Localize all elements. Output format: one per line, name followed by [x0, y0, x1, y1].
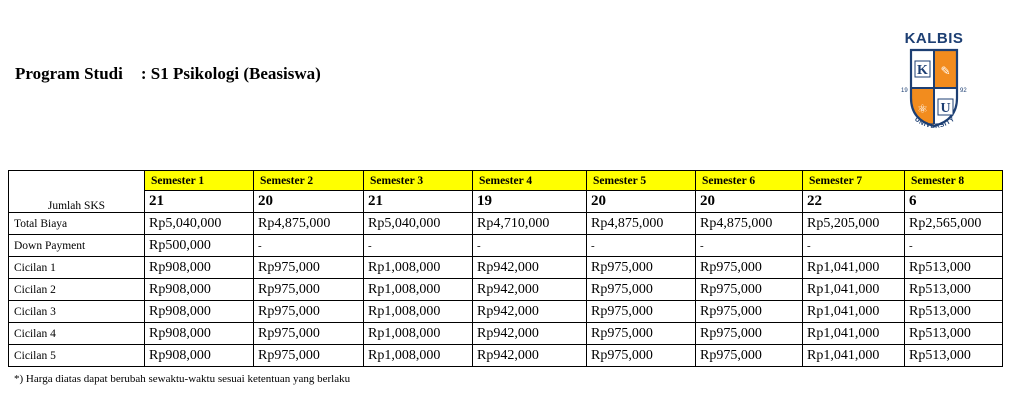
program-value: : S1 Psikologi (Beasiswa): [140, 64, 321, 83]
sks-row: [9, 191, 1003, 213]
row-label: Cicilan 2: [9, 279, 145, 301]
fee-table: [8, 170, 1003, 367]
semester-header: Semester 4: [473, 171, 587, 191]
table-cell: Rp942,000: [473, 279, 587, 301]
sks-value: 20: [254, 191, 364, 213]
table-cell: Rp513,000: [905, 345, 1003, 367]
table-cell: -: [587, 235, 696, 257]
logo-book-icon: ✎: [940, 64, 951, 78]
table-cell: Rp1,041,000: [803, 345, 905, 367]
table-cell: Rp1,041,000: [803, 323, 905, 345]
table-cell: Rp1,041,000: [803, 301, 905, 323]
table-row: [9, 213, 1003, 235]
semester-header: Semester 2: [254, 171, 364, 191]
program-title: [15, 64, 321, 84]
row-label: Cicilan 3: [9, 301, 145, 323]
table-cell: Rp975,000: [696, 257, 803, 279]
table-cell: Rp975,000: [696, 345, 803, 367]
table-cell: Rp4,875,000: [587, 213, 696, 235]
semester-header-row: [9, 171, 1003, 191]
table-cell: Rp975,000: [587, 301, 696, 323]
table-cell: Rp4,875,000: [696, 213, 803, 235]
table-row: [9, 323, 1003, 345]
table-cell: -: [364, 235, 473, 257]
kalbis-logo: [895, 30, 973, 140]
semester-header: Semester 7: [803, 171, 905, 191]
sks-value: 21: [145, 191, 254, 213]
sks-value: 20: [696, 191, 803, 213]
table-cell: Rp1,008,000: [364, 279, 473, 301]
table-cell: Rp513,000: [905, 323, 1003, 345]
semester-header: Semester 8: [905, 171, 1003, 191]
table-cell: Rp908,000: [145, 301, 254, 323]
row-label: Cicilan 5: [9, 345, 145, 367]
table-cell: Rp942,000: [473, 323, 587, 345]
table-cell: Rp975,000: [254, 323, 364, 345]
table-cell: Rp975,000: [587, 345, 696, 367]
table-cell: Rp975,000: [587, 279, 696, 301]
sks-label: Jumlah SKS: [9, 171, 145, 213]
table-cell: Rp5,205,000: [803, 213, 905, 235]
semester-header: Semester 1: [145, 171, 254, 191]
table-cell: Rp2,565,000: [905, 213, 1003, 235]
logo-letter-u: U: [940, 101, 951, 116]
logo-arc-text: UNIVERSITY: [913, 115, 957, 131]
table-cell: Rp975,000: [254, 345, 364, 367]
table-cell: Rp908,000: [145, 323, 254, 345]
table-cell: Rp975,000: [587, 323, 696, 345]
table-cell: Rp1,041,000: [803, 279, 905, 301]
table-cell: Rp975,000: [696, 279, 803, 301]
table-cell: Rp500,000: [145, 235, 254, 257]
row-label: Cicilan 1: [9, 257, 145, 279]
table-row: [9, 235, 1003, 257]
table-cell: -: [696, 235, 803, 257]
table-cell: -: [254, 235, 364, 257]
sks-value: 19: [473, 191, 587, 213]
table-cell: Rp1,008,000: [364, 345, 473, 367]
logo-shield-icon: [895, 48, 973, 140]
table-row: [9, 279, 1003, 301]
table-cell: Rp5,040,000: [145, 213, 254, 235]
logo-year-left: 19: [901, 88, 908, 94]
program-label: Program Studi: [15, 64, 123, 83]
row-label: Cicilan 4: [9, 323, 145, 345]
table-cell: Rp975,000: [696, 323, 803, 345]
table-cell: Rp975,000: [696, 301, 803, 323]
logo-atom-icon: ⚛: [917, 102, 928, 116]
table-cell: Rp942,000: [473, 301, 587, 323]
table-cell: Rp975,000: [587, 257, 696, 279]
table-cell: Rp908,000: [145, 345, 254, 367]
table-row: [9, 301, 1003, 323]
table-cell: -: [905, 235, 1003, 257]
semester-header: Semester 3: [364, 171, 473, 191]
table-row: [9, 345, 1003, 367]
table-cell: Rp1,008,000: [364, 257, 473, 279]
sks-value: 21: [364, 191, 473, 213]
sks-value: 20: [587, 191, 696, 213]
table-cell: Rp908,000: [145, 257, 254, 279]
table-cell: Rp1,008,000: [364, 301, 473, 323]
logo-year-right: 92: [960, 88, 967, 94]
logo-letter-k: K: [917, 63, 928, 78]
table-cell: Rp1,008,000: [364, 323, 473, 345]
table-cell: Rp4,875,000: [254, 213, 364, 235]
table-cell: Rp975,000: [254, 301, 364, 323]
table-cell: Rp5,040,000: [364, 213, 473, 235]
table-cell: Rp1,041,000: [803, 257, 905, 279]
table-cell: Rp975,000: [254, 257, 364, 279]
table-cell: Rp975,000: [254, 279, 364, 301]
logo-wordmark: KALBIS: [904, 30, 964, 47]
semester-header: Semester 5: [587, 171, 696, 191]
table-cell: Rp4,710,000: [473, 213, 587, 235]
footnote: *) Harga diatas dapat berubah sewaktu-waktu sesuai ketentuan yang berlaku: [14, 373, 351, 385]
table-cell: Rp942,000: [473, 257, 587, 279]
row-label: Total Biaya: [9, 213, 145, 235]
sks-value: 6: [905, 191, 1003, 213]
table-cell: Rp513,000: [905, 301, 1003, 323]
table-cell: Rp513,000: [905, 257, 1003, 279]
semester-header: Semester 6: [696, 171, 803, 191]
table-cell: Rp908,000: [145, 279, 254, 301]
table-cell: Rp942,000: [473, 345, 587, 367]
table-cell: Rp513,000: [905, 279, 1003, 301]
table-row: [9, 257, 1003, 279]
row-label: Down Payment: [9, 235, 145, 257]
sks-value: 22: [803, 191, 905, 213]
table-cell: -: [473, 235, 587, 257]
table-cell: -: [803, 235, 905, 257]
